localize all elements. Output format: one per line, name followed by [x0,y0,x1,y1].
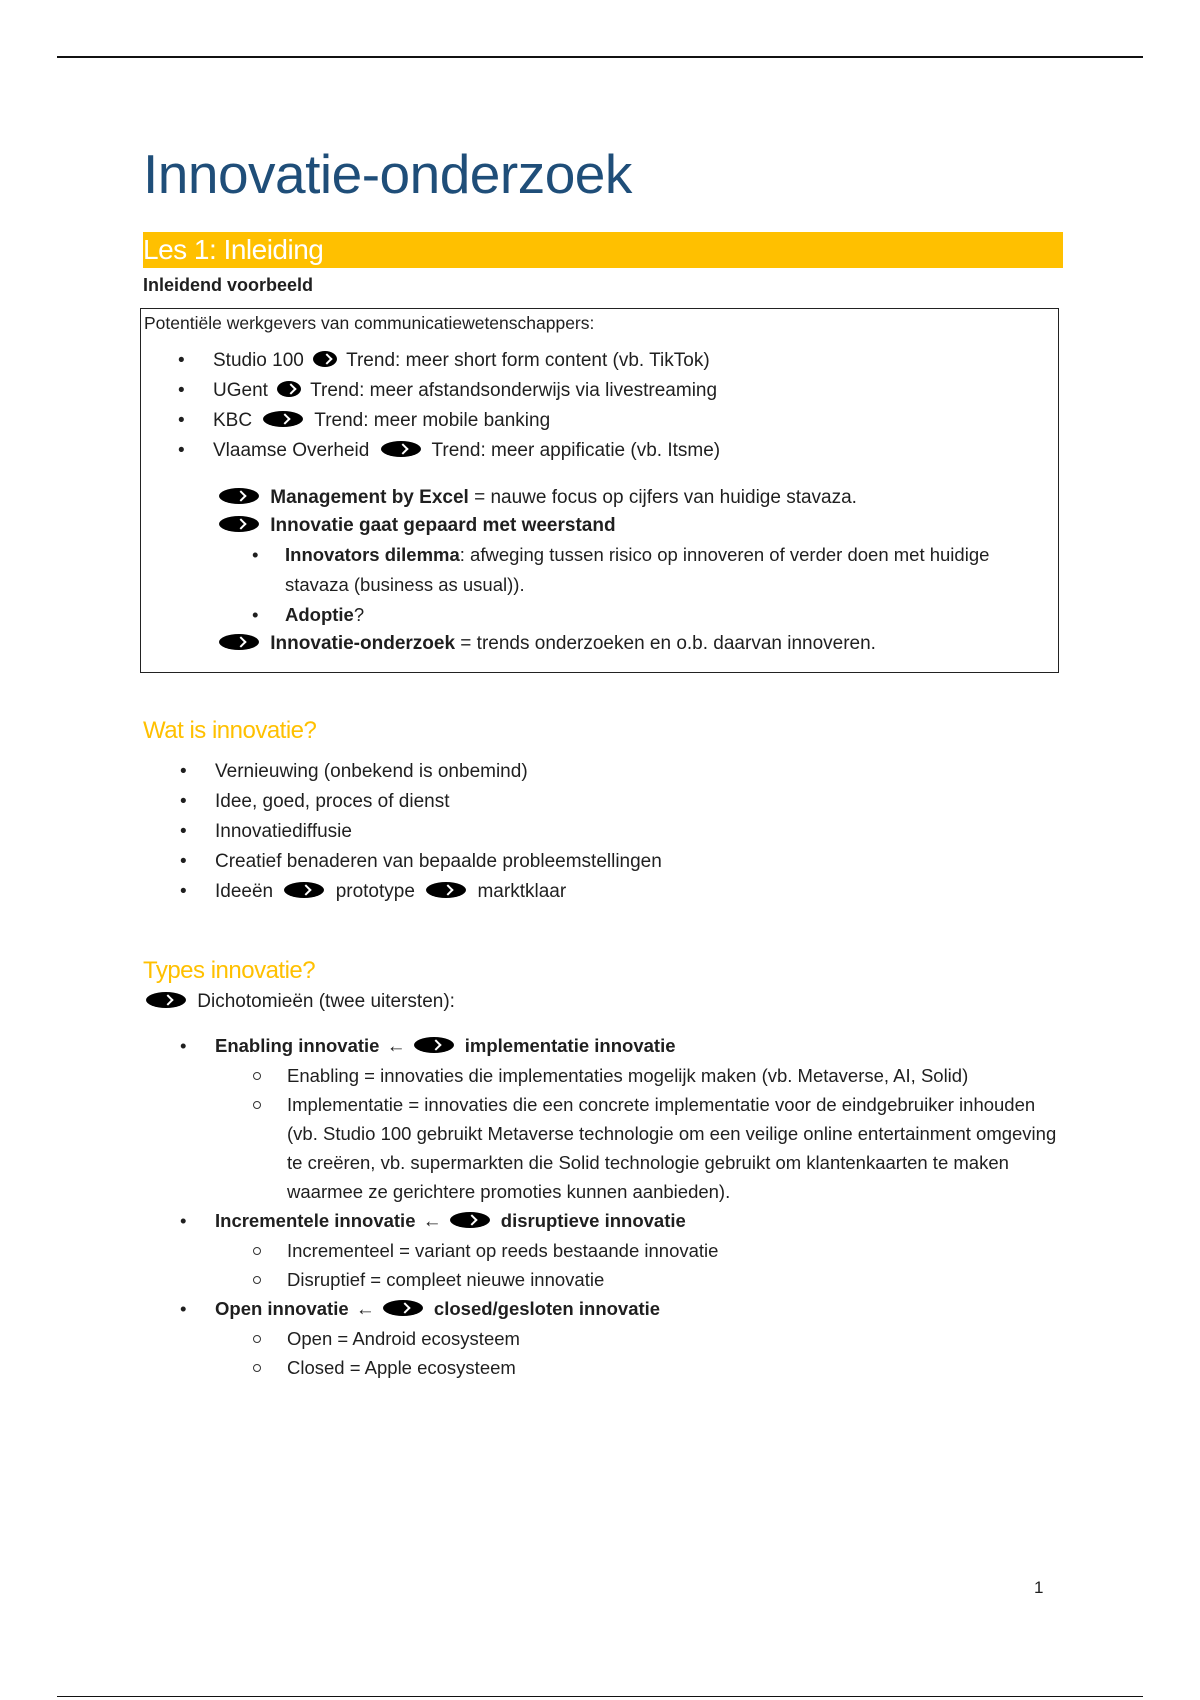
list-item: • Idee, goed, proces of dienst [143,787,1063,817]
statement-sublist [219,540,1058,630]
list-item: • Vernieuwing (onbekend is onbemind) [143,757,1063,787]
document-page [143,130,1063,1382]
types-intro-text: Dichotomieën (twee uitersten): [197,991,455,1012]
page-number: 1 [1034,1578,1044,1597]
list-item [143,877,1063,907]
arrow-right-icon [414,1037,454,1053]
arrow-right-icon [277,381,301,397]
statement-text: = trends onderzoeken en o.b. daarvan innoveren. [455,633,876,654]
list-item: Closed = Apple ecosysteem [215,1353,1063,1382]
statement-term: Management by Excel [270,487,469,508]
arrow-right-icon [146,992,186,1008]
list-item: • Creatief benaderen van bepaalde probleemstellingen [143,847,1063,877]
document-title: Innovatie-onderzoek [143,143,632,205]
list-item: Disruptief = compleet nieuwe innovatie [215,1265,1063,1294]
example-box [140,308,1059,673]
statement-text: : afweging tussen risico op innoveren of verder doen met huidige stavaza (business as usual)). [285,544,990,595]
statements [141,484,1058,658]
types-list [143,1031,1063,1382]
type-right: implementatie innovatie [464,1035,676,1056]
arrow-right-icon [219,634,259,650]
list-item: Enabling = innovaties die implementaties mogelijk maken (vb. Metaverse, AI, Solid) [215,1061,1063,1090]
flow-step: marktklaar [477,881,567,902]
statement [219,630,1058,658]
arrow-right-icon [263,411,303,427]
employer-name: KBC [213,410,253,431]
flow-step: Ideeën [215,881,274,902]
list-item [219,600,1058,630]
statement [219,484,1058,512]
type-right: disruptieve innovatie [500,1210,686,1231]
subheading: Inleidend voorbeeld [143,275,314,295]
list-item [141,436,1058,466]
types-intro [143,991,1063,1013]
list-item [143,1206,1063,1294]
employer-trend: Trend: meer afstandsonderwijs via livestreaming [310,380,718,401]
employer-list [141,346,1058,466]
employer-trend: Trend: meer short form content (vb. TikTok) [346,350,710,371]
type-sublist [215,1236,1063,1294]
statement-text: ? [353,604,365,625]
list-item: Incrementeel = variant op reeds bestaande innovatie [215,1236,1063,1265]
arrow-right-icon [450,1212,490,1228]
list-item [219,540,1058,600]
arrow-right-icon [219,516,259,532]
statement [219,512,1058,540]
innovatie-list [143,757,1063,907]
employer-trend: Trend: meer appificatie (vb. Itsme) [431,440,721,461]
arrow-right-icon [313,351,337,367]
list-item: Open = Android ecosysteem [215,1324,1063,1353]
list-item [141,376,1058,406]
footer-rule [57,1696,1143,1697]
statement-term: Innovatie-onderzoek [270,633,456,654]
list-item [143,1031,1063,1206]
type-right: closed/gesloten innovatie [433,1298,661,1319]
employer-name: UGent [213,380,268,401]
arrow-right-icon [284,882,324,898]
type-left: Enabling innovatie [215,1035,380,1056]
arrow-left-icon: ← [355,1299,375,1320]
statement-term: Innovators dilemma [285,544,460,565]
arrow-right-icon [219,488,259,504]
type-left: Open innovatie [215,1298,349,1319]
employer-name: Studio 100 [213,350,304,371]
arrow-right-icon [426,882,466,898]
flow-step: prototype [335,881,415,902]
list-item: Implementatie = innovaties die een concrete implementatie voor de eindgebruiker inhouden (vb. Studio 100 gebruikt Metaverse technologie om een veilige online entertainment omgeving te creëren, vb. supermarkten die Solid technologie gebruikt om klantenkaarten te maken waarmee ze gerichtere promoties kunnen aanbieden). [215,1090,1063,1206]
employer-name: Vlaamse Overheid [213,440,370,461]
statement-term: Adoptie [285,604,354,625]
type-sublist [215,1061,1063,1206]
section-title-types-innovatie: Types innovatie? [143,957,316,984]
section-title-wat-is-innovatie: Wat is innovatie? [143,717,317,744]
list-item [141,346,1058,376]
arrow-right-icon [383,1300,423,1316]
list-item: • Innovatiediffusie [143,817,1063,847]
list-item [143,1294,1063,1382]
employer-trend: Trend: meer mobile banking [314,410,551,431]
type-sublist [215,1324,1063,1382]
header-rule [57,56,1143,58]
arrow-left-icon: ← [422,1211,442,1232]
box-intro: Potentiële werkgevers van communicatiewetenschappers: [144,313,595,333]
chapter-heading: Les 1: Inleiding [143,232,1063,268]
list-item [141,406,1058,436]
arrow-left-icon: ← [386,1036,406,1057]
statement-term: Innovatie gaat gepaard met weerstand [270,515,616,536]
statement-text: = nauwe focus op cijfers van huidige stavaza. [468,487,857,508]
arrow-right-icon [381,441,421,457]
type-left: Incrementele innovatie [215,1210,416,1231]
